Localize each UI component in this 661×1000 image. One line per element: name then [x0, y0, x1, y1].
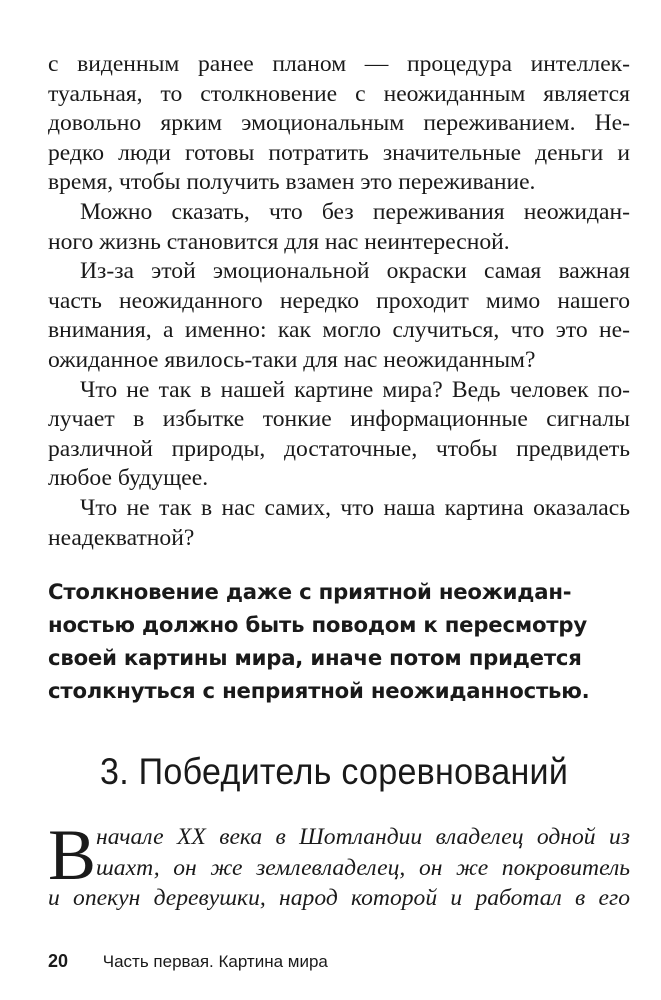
paragraph [48, 50, 630, 198]
text-line: довольно ярким эмоциональным переживанием. Не- [48, 110, 630, 137]
text-line: неадекватной? [48, 524, 195, 551]
text-line: различной природы, достаточные, чтобы предвидеть [48, 435, 630, 462]
callout-line: своей картины мира, иначе потом придется [48, 645, 582, 670]
text-line: лучает в избытке тонкие информационные сигналы [48, 406, 630, 433]
callout-highlight [48, 575, 593, 707]
paragraph [48, 494, 630, 553]
body-text [48, 50, 630, 553]
text-line: Можно сказать, что без переживания неожидан- [80, 198, 630, 225]
intro-line: начале XX века в Шотландии владелец одной из [96, 824, 630, 850]
text-line: туальная, то столкновение с неожиданным является [48, 80, 630, 107]
paragraph [48, 376, 630, 494]
section-intro [48, 815, 630, 914]
intro-line: и опекун деревушки, народ которой и работал в его [48, 885, 630, 911]
callout-line: ностью должно быть поводом к пересмотру [48, 612, 587, 637]
text-line: Что не так в нас самих, что наша картина оказалась [80, 494, 630, 521]
text-line: ного жизнь становится для нас неинтересной. [48, 228, 510, 255]
callout-line: Столкновение даже с приятной неожидан- [48, 579, 572, 604]
text-line: редко люди готовы потратить значительные деньги и [48, 139, 630, 166]
text-line: время, чтобы получить взамен это переживание. [48, 169, 536, 196]
page-number: 20 [48, 951, 69, 971]
text-line: Что не так в нашей картине мира? Ведь человек по- [80, 376, 630, 403]
text-line: часть неожиданного нередко проходит мимо нашего [48, 287, 630, 314]
running-title: Часть первая. Картина мира [102, 952, 328, 971]
text-line: ожиданное явилось-таки для нас неожиданным? [48, 346, 536, 373]
text-line: Из-за этой эмоциональной окраски самая важная [80, 258, 630, 285]
section-heading: 3. Победитель соревнований [100, 751, 569, 792]
paragraph [48, 257, 630, 375]
drop-cap: В [48, 815, 97, 895]
text-line: с виденным ранее планом — процедура интеллек- [48, 51, 630, 77]
text-line: внимания, а именно: как могло случиться, что это не- [48, 317, 630, 344]
callout-line: столкнуться с неприятной неожиданностью. [48, 678, 590, 703]
paragraph [48, 198, 630, 257]
text-line: любое будущее. [48, 465, 209, 492]
intro-line: шахт, он же землевладелец, он же покровитель [96, 854, 630, 881]
page-footer [48, 950, 328, 973]
